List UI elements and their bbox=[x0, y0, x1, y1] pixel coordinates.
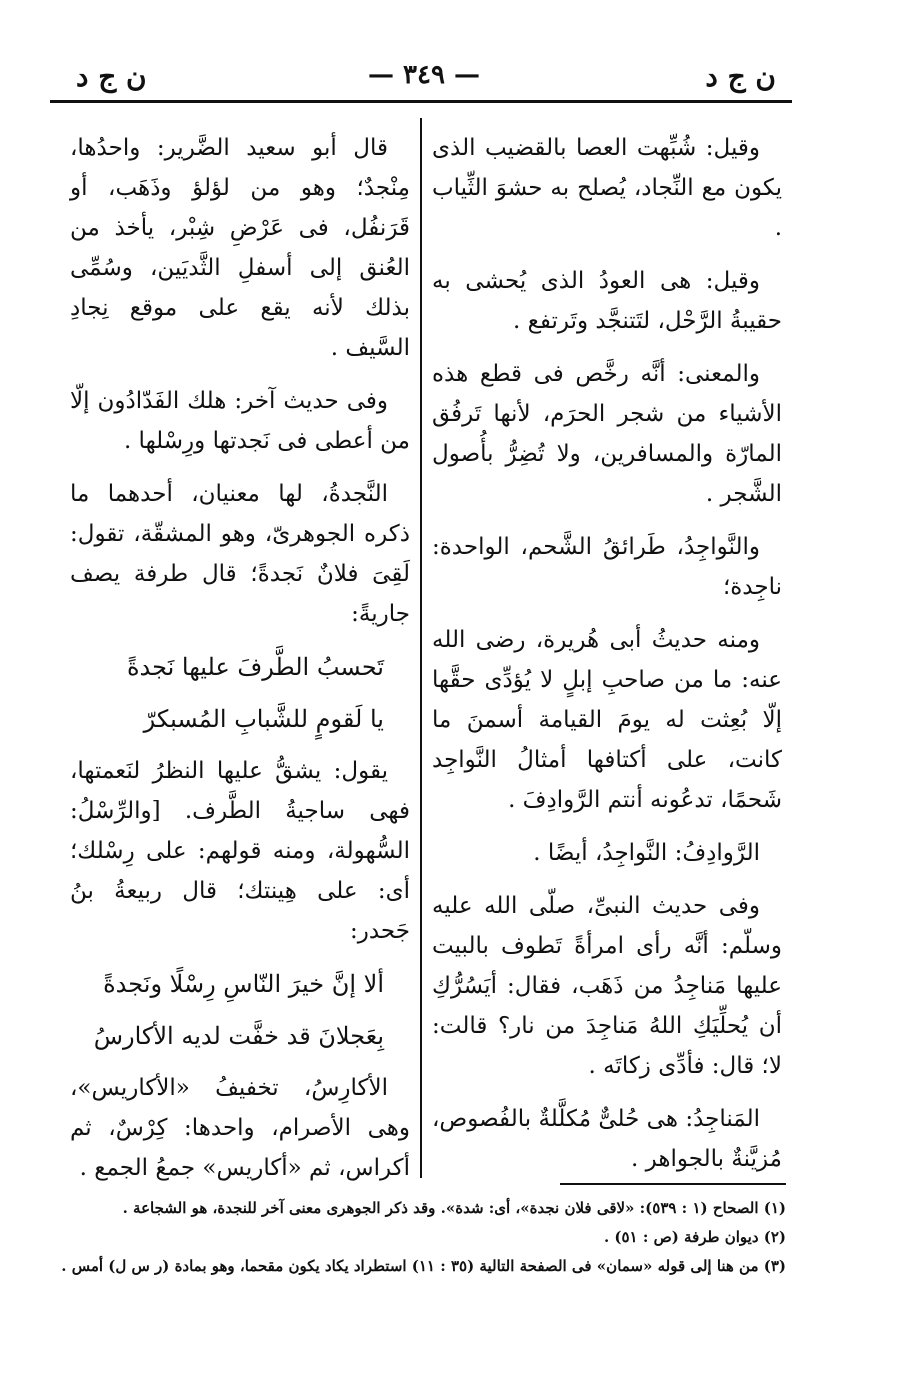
footnote: (٣) من هنا إلى قوله «سمان» فى الصفحة التالية (٣٥ : ١١) استطراد يكاد يكون مقحما، وهو بمادة (ر س ل) أمس . bbox=[61, 1257, 786, 1275]
paragraph: قال أبو سعيد الضَّرير: واحدُها، مِنْجدٌ؛ وهو من لؤلؤ وذَهَب، أو قَرَنفُل، فى عَرْضِ شِبْر، يأخذ من العُنق إلى أسفلِ الثَّديَين، وسُمِّى بذلك لأنه يقع على موقع نِجادِ السَّيف . bbox=[70, 135, 410, 361]
paragraph: وقيل: هى العودُ الذى يُحشى به حقيبةُ الرَّحْل، لتَتنجَّد وتَرتفع . bbox=[432, 268, 782, 334]
page-header bbox=[58, 58, 790, 98]
page-number: — ٣٤٩ — bbox=[367, 60, 481, 90]
paragraph: الرَّوادِفُ: النَّواجِدُ، أيضًا . bbox=[533, 840, 760, 866]
paragraph: الأكارِسُ، تخفيفُ «الأكاريس»، وهى الأصرام، واحدها: كِرْسٌ، ثم أكراس، ثم «أكاريس» جمعُ الجمع . bbox=[70, 1075, 410, 1181]
running-head-left: ن ج د bbox=[76, 60, 147, 93]
verse-line: تَحسبُ الطَّرفَ عليها نَجدةً bbox=[126, 653, 384, 681]
paragraph: وفى حديث النبىِّ، صلّى الله عليه وسلّم: أنَّه رأى امرأةً تَطوف بالبيت عليها مَناجِدُ من ذَهَب، فقال: أيَسُرُّكِ أن يُحلِّيَكِ اللهُ مَناجِدَ من نار؟ قالت: لا؛ قال: فأدِّى زكاتَه . bbox=[432, 893, 782, 1079]
paragraph: والمعنى: أنَّه رخَّص فى قطع هذه الأشياء من شجر الحرَم، لأنها تَرفُق المارّة والمسافرين، ولا تُضِرُّ بأُصول الشَّجر . bbox=[432, 361, 782, 507]
paragraph: النَّجدةُ، لها معنيان، أحدهما ما ذكره الجوهرىّ، وهو المشقّة، تقول: لَقِىَ فلانٌ نَجدةً؛ قال طرفة يصف جاريةً: bbox=[70, 481, 410, 627]
paragraph: وقيل: شُبِّهت العصا بالقضيب الذى يكون مع النِّجاد، يُصلح به حشوَ الثِّياب . bbox=[432, 135, 782, 241]
footnote-rule bbox=[560, 1183, 786, 1185]
paragraph: والنَّواجِدُ، طَرائقُ الشَّحم، الواحدة: ناجِدة؛ bbox=[432, 534, 782, 600]
left-column bbox=[70, 128, 410, 1201]
paragraph: المَناجِدُ: هى حُلىٌّ مُكلَّلةٌ بالفُصوص، مُزيَّنةٌ بالجواهر . bbox=[432, 1106, 782, 1172]
paragraph: يقول: يشقُّ عليها النظرُ لنَعمتها، فهى ساجيةُ الطَّرف. [والرِّسْلُ: السُّهولة، ومنه قولهم: على رِسْلك؛ أى: على هِينتك؛ قال ربيعةُ بنُ جَحدر: bbox=[70, 758, 410, 944]
footnotes bbox=[60, 1194, 786, 1281]
verse-line: ألا إنَّ خيرَ النّاسِ رِسْلًا ونَجدةً bbox=[103, 970, 384, 998]
header-rule bbox=[50, 100, 792, 103]
verse-line: يا لَقومٍ للشَّبابِ المُسبكرّ bbox=[143, 705, 384, 733]
verse-line: بِعَجلانَ قد خفَّت لديه الأكارسُ bbox=[93, 1022, 384, 1050]
footnote: (١) الصحاح (١ : ٥٣٩): «لاقى فلان نجدة»، أى: شدة». وقد ذكر الجوهرى معنى آخر للنجدة، هو الشجاعة . bbox=[122, 1199, 786, 1217]
paragraph: وفى حديث آخر: هلك الفَدّادُون إلّا من أعطى فى نَجدتها ورِسْلها . bbox=[70, 388, 410, 454]
right-column bbox=[432, 128, 782, 1192]
footnote: (٢) ديوان طرفة (ص : ٥١) . bbox=[603, 1228, 786, 1246]
paragraph: ومنه حديثُ أبى هُريرة، رضى الله عنه: ما من صاحبِ إبلٍ لا يُؤدِّى حقَّها إلّا بُعِثت له يومَ القيامة أسمنَ ما كانت، على أكتافها أمثالُ النَّواجِد شَحمًا، تدعُونه أنتم الرَّوادِفَ . bbox=[432, 627, 782, 813]
running-head-right: ن ج د bbox=[705, 60, 776, 93]
column-divider bbox=[420, 118, 422, 1178]
